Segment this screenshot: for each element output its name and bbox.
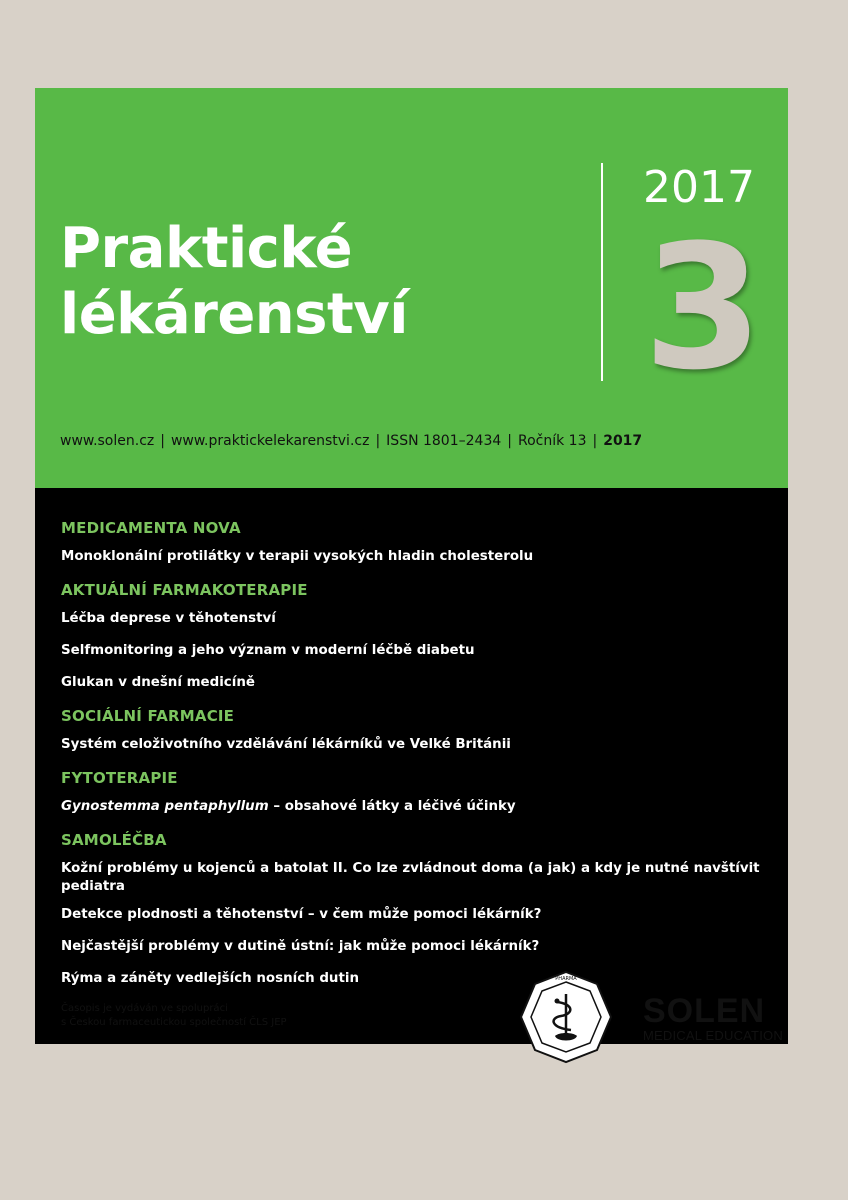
toc-section [61, 580, 771, 692]
toc-item[interactable] [61, 798, 771, 816]
toc-item[interactable]: Kožní problémy u kojenců a batolat II. Co lze zvládnout doma (a jak) a kdy je nutné navštívit pediatra [61, 861, 760, 894]
header-divider [601, 163, 603, 381]
section-title: SOCIÁLNÍ FARMACIE [61, 707, 235, 725]
website-solen-link[interactable]: www.solen.cz [60, 433, 155, 449]
title-line-1: Praktické [60, 216, 353, 281]
cooperation-note [61, 1002, 361, 1030]
toc-item[interactable]: Nejčastější problémy v dutině ústní: jak může pomoci lékárník? [61, 939, 540, 954]
section-title: FYTOTERAPIE [61, 769, 178, 787]
svg-text:PHARMA: PHARMA [555, 976, 577, 982]
issue-year: 2017 [643, 162, 755, 213]
toc-section [61, 830, 771, 988]
toc-item-italic: Gynostemma pentaphyllum [61, 799, 269, 814]
note-line-1: Časopis je vydáván ve spolupráci [61, 1003, 228, 1014]
toc-item[interactable]: Glukan v dnešní medicíně [61, 675, 255, 690]
toc-item[interactable]: Monoklonální protilátky v terapii vysokých hladin cholesterolu [61, 549, 534, 564]
publisher-logo [643, 994, 793, 1044]
journal-cover [35, 88, 788, 1120]
toc-item[interactable]: Detekce plodnosti a těhotenství – v čem může pomoci lékárník? [61, 907, 542, 922]
note-line-2: s Českou farmaceutickou společností ČLS JEP [61, 1017, 287, 1028]
website-journal-link[interactable]: www.praktickelekarenstvi.cz [170, 433, 370, 449]
volume: Ročník 13 [517, 433, 587, 449]
journal-title [60, 216, 408, 348]
issue-number: 3 [643, 207, 763, 408]
toc-item[interactable]: Léčba deprese v těhotenství [61, 611, 276, 626]
section-title: MEDICAMENTA NOVA [61, 519, 241, 537]
table-of-contents [35, 488, 788, 1044]
toc-item[interactable]: Rýma a záněty vedlejších nosních dutin [61, 971, 359, 986]
seal-icon [519, 970, 613, 1064]
title-line-2: lékárenství [60, 282, 408, 347]
toc-section [61, 518, 771, 566]
issn: ISSN 1801–2434 [386, 433, 502, 449]
brand-name: SOLEN [643, 992, 766, 1030]
toc-section [61, 706, 771, 754]
toc-item-rest: – obsahové látky a léčivé účinky [268, 799, 516, 814]
toc-item[interactable]: Systém celoživotního vzdělávání lékárníků ve Velké Británii [61, 737, 511, 752]
toc-section [61, 768, 771, 816]
info-year: 2017 [603, 433, 643, 449]
section-title: SAMOLÉČBA [61, 831, 167, 849]
cover-header [35, 88, 788, 488]
section-title: AKTUÁLNÍ FARMAKOTERAPIE [61, 581, 308, 599]
publication-info: www.solen.cz | www.praktickelekarenstvi.cz | ISSN 1801–2434 | Ročník 13 | 2017 [60, 433, 643, 449]
pharmaceutical-society-seal [519, 970, 613, 1064]
brand-subtitle: MEDICAL EDUCATION [643, 1028, 783, 1043]
toc-item[interactable]: Selfmonitoring a jeho význam v moderní léčbě diabetu [61, 643, 475, 658]
